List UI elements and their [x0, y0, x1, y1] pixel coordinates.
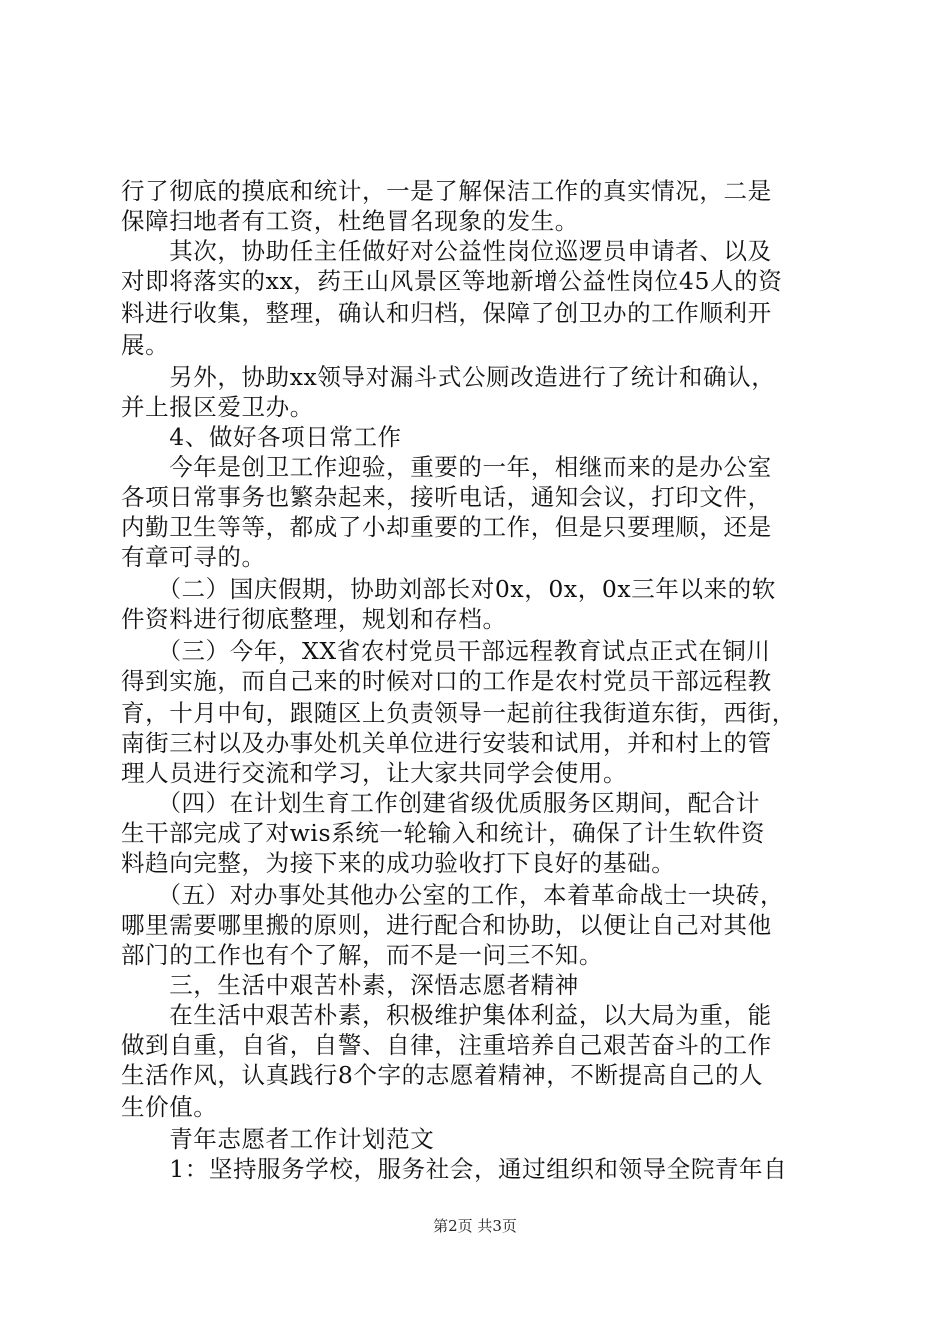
text-line: 做到自重，自省，自警、自律，注重培养自己艰苦奋斗的工作	[121, 1031, 772, 1059]
section-heading: 青年志愿者工作计划范文	[121, 1125, 435, 1153]
section-heading: 三，生活中艰苦朴素，深悟志愿者精神	[121, 971, 579, 999]
text-line: 并上报区爱卫办。	[121, 393, 314, 421]
text-line: 理人员进行交流和学习，让大家共同学会使用。	[121, 759, 628, 787]
text-line: （三）今年，XX省农村党员干部远程教育试点正式在铜川	[121, 637, 771, 665]
text-line: 南街三村以及办事处机关单位进行安装和试用，并和村上的管	[121, 729, 772, 757]
text-line: （五）对办事处其他办公室的工作，本着革命战士一块砖，	[121, 881, 785, 909]
text-line: 生干部完成了对wis系统一轮输入和统计，确保了计生软件资	[121, 819, 765, 847]
text-line: 另外，协助xx领导对漏斗式公厕改造进行了统计和确认，	[121, 363, 776, 391]
text-line: 哪里需要哪里搬的原则，进行配合和协助，以便让自己对其他	[121, 911, 772, 939]
text-line: 对即将落实的xx，药王山风景区等地新增公益性岗位45人的资	[121, 267, 783, 295]
text-line: 内勤卫生等等，都成了小却重要的工作，但是只要理顺，还是	[121, 513, 772, 541]
text-line: （二）国庆假期，协助刘部长对0x，0x，0x三年以来的软	[121, 575, 776, 603]
text-line: 生价值。	[121, 1093, 218, 1121]
section-heading: 4、做好各项日常工作	[121, 423, 402, 451]
page-number-footer: 第2页 共3页	[433, 1217, 517, 1235]
text-line: 有章可寻的。	[121, 543, 266, 571]
text-line: 料进行收集，整理，确认和归档，保障了创卫办的工作顺利开	[121, 299, 772, 327]
text-line: 保障扫地者有工资，杜绝冒名现象的发生。	[121, 207, 579, 235]
text-line: 料趋向完整，为接下来的成功验收打下良好的基础。	[121, 849, 676, 877]
text-line: 其次，协助任主任做好对公益性岗位巡逻员申请者、以及	[121, 237, 772, 265]
text-line: （四）在计划生育工作创建省级优质服务区期间，配合计	[121, 789, 760, 817]
text-line: 育，十月中旬，跟随区上负责领导一起前往我街道东街，西街，	[121, 699, 796, 727]
text-line: 1：坚持服务学校，服务社会，通过组织和领导全院青年自	[121, 1155, 788, 1183]
text-line: 得到实施，而自己来的时候对口的工作是农村党员干部远程教	[121, 667, 772, 695]
text-line: 件资料进行彻底整理，规划和存档。	[121, 605, 507, 633]
text-line: 生活作风，认真践行8个字的志愿着精神，不断提高自己的人	[121, 1061, 764, 1089]
text-line: 行了彻底的摸底和统计，一是了解保洁工作的真实情况，二是	[121, 177, 772, 205]
text-line: 在生活中艰苦朴素，积极维护集体利益，以大局为重，能	[121, 1001, 772, 1029]
text-line: 部门的工作也有个了解，而不是一问三不知。	[121, 941, 603, 969]
text-line: 今年是创卫工作迎验，重要的一年，相继而来的是办公室	[121, 453, 772, 481]
text-line: 各项日常事务也繁杂起来，接听电话，通知会议，打印文件，	[121, 483, 772, 511]
text-line: 展。	[121, 331, 170, 359]
